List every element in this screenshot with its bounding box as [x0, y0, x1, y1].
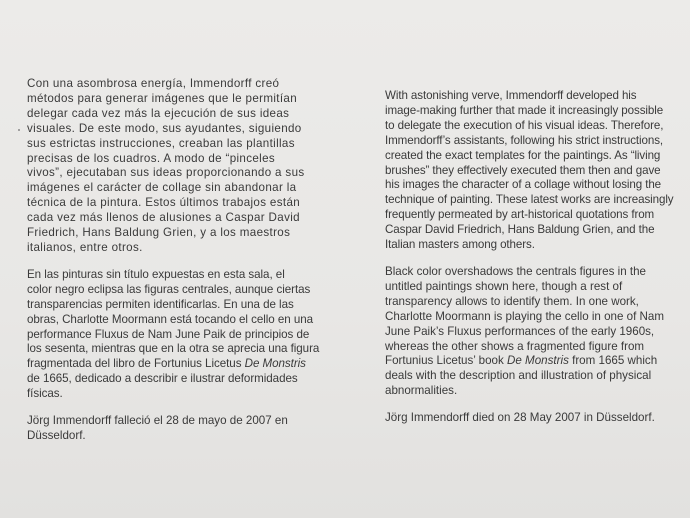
text-line: métodos para generar imágenes que le permitían	[27, 91, 298, 105]
text-line: to delegate the execution of his visual ideas. Therefore,	[385, 118, 664, 132]
text-line: los sesenta, mientras que en la otra se aprecia una figura	[27, 342, 320, 356]
text-line: sus estrictas instrucciones, creaban las plantillas	[27, 136, 295, 150]
text-line: Immendorff’s assistants, following his strict instructions,	[385, 133, 664, 147]
text-line-with-title	[27, 357, 327, 372]
text-line: performance Fluxus de Nam June Paik de principios de	[27, 327, 310, 341]
text-line: his images the character of a collage without losing the	[385, 178, 662, 192]
text-line: transparencias permiten identificarlas. En una de las	[27, 297, 294, 311]
text-line: delegar cada vez más la ejecución de sus ideas	[27, 106, 290, 120]
text-line: vivos”, ejecutaban sus ideas proporcionando a sus	[27, 166, 305, 180]
text-line: Jörg Immendorff died on 28 May 2007 in Düsseldorf.	[385, 411, 655, 425]
spanish-paragraph-2	[27, 268, 327, 402]
text-fragment: fragmentada del libro de Fortunius Licetus	[27, 357, 245, 371]
text-line: June Paik’s Fluxus performances of the early 1960s,	[385, 324, 655, 338]
text-line: técnica de la pintura. Estos últimos trabajos están	[27, 196, 301, 210]
english-column	[385, 89, 675, 438]
text-line: precisas de los cuadros. A modo de “pinceles	[27, 151, 276, 165]
text-fragment: from 1665 which	[568, 354, 658, 368]
text-line: With astonishing verve, Immendorff developed his	[385, 89, 637, 102]
text-line: Jörg Immendorff falleció el 28 de mayo de 2007 en	[27, 414, 288, 428]
text-line: Friedrich, Hans Baldung Grien, y a los maestros	[27, 226, 291, 240]
text-line: Charlotte Moormann is playing the cello in one of Nam	[385, 309, 665, 323]
english-closing	[385, 411, 675, 426]
text-line: cada vez más llenos de alusiones a Caspar David	[27, 211, 300, 225]
text-line: En las pinturas sin título expuestas en esta sala, el	[27, 267, 285, 281]
spanish-closing	[27, 414, 327, 444]
text-line: imágenes el carácter de collage sin abandonar la	[27, 181, 297, 195]
text-fragment: Fortunius Licetus’ book	[385, 354, 508, 368]
book-title: De Monstris	[507, 354, 569, 368]
text-line: Italian masters among others.	[385, 238, 535, 252]
text-line: technique of painting. These latest works are increasingly	[385, 193, 674, 207]
book-title: De Monstris	[244, 357, 306, 371]
text-line: obras, Charlotte Moormann está tocando el cello en una	[27, 312, 314, 326]
text-line: físicas.	[27, 387, 63, 401]
text-line: brushes” they effectively executed them then and gave	[385, 163, 661, 177]
text-line: Düsseldorf.	[27, 428, 86, 442]
dust-speck	[18, 129, 20, 131]
text-line: untitled paintings shown here, though a rest of	[385, 279, 623, 293]
text-line: Con una asombrosa energía, Immendorff creó	[27, 77, 280, 90]
text-line: image-making further that made it increasingly possible	[385, 103, 664, 117]
text-line: Black color overshadows the centrals figures in the	[385, 264, 646, 278]
text-line: frequently permeated by art-historical quotations from	[385, 208, 655, 222]
text-line-with-title	[385, 354, 675, 369]
text-line: transparency allows to identify them. In one work,	[385, 294, 639, 308]
text-line: deals with the description and illustration of physical	[385, 369, 652, 383]
english-paragraph-2	[385, 265, 675, 399]
text-line: abnormalities.	[385, 384, 458, 398]
spanish-paragraph-1	[27, 77, 327, 256]
text-line: Caspar David Friedrich, Hans Baldung Grien, and the	[385, 223, 655, 237]
text-line: whereas the other shows a fragmented figure from	[385, 339, 645, 353]
english-paragraph-1	[385, 89, 675, 253]
text-line: italianos, entre otros.	[27, 240, 143, 254]
text-line: created the exact templates for the paintings. As “living	[385, 148, 661, 162]
text-line: de 1665, dedicado a describir e ilustrar deformidades	[27, 372, 298, 386]
spanish-column	[27, 77, 327, 456]
text-line: visuales. De este modo, sus ayudantes, siguiendo	[27, 121, 302, 135]
text-line: color negro eclipsa las figuras centrales, aunque ciertas	[27, 282, 311, 296]
